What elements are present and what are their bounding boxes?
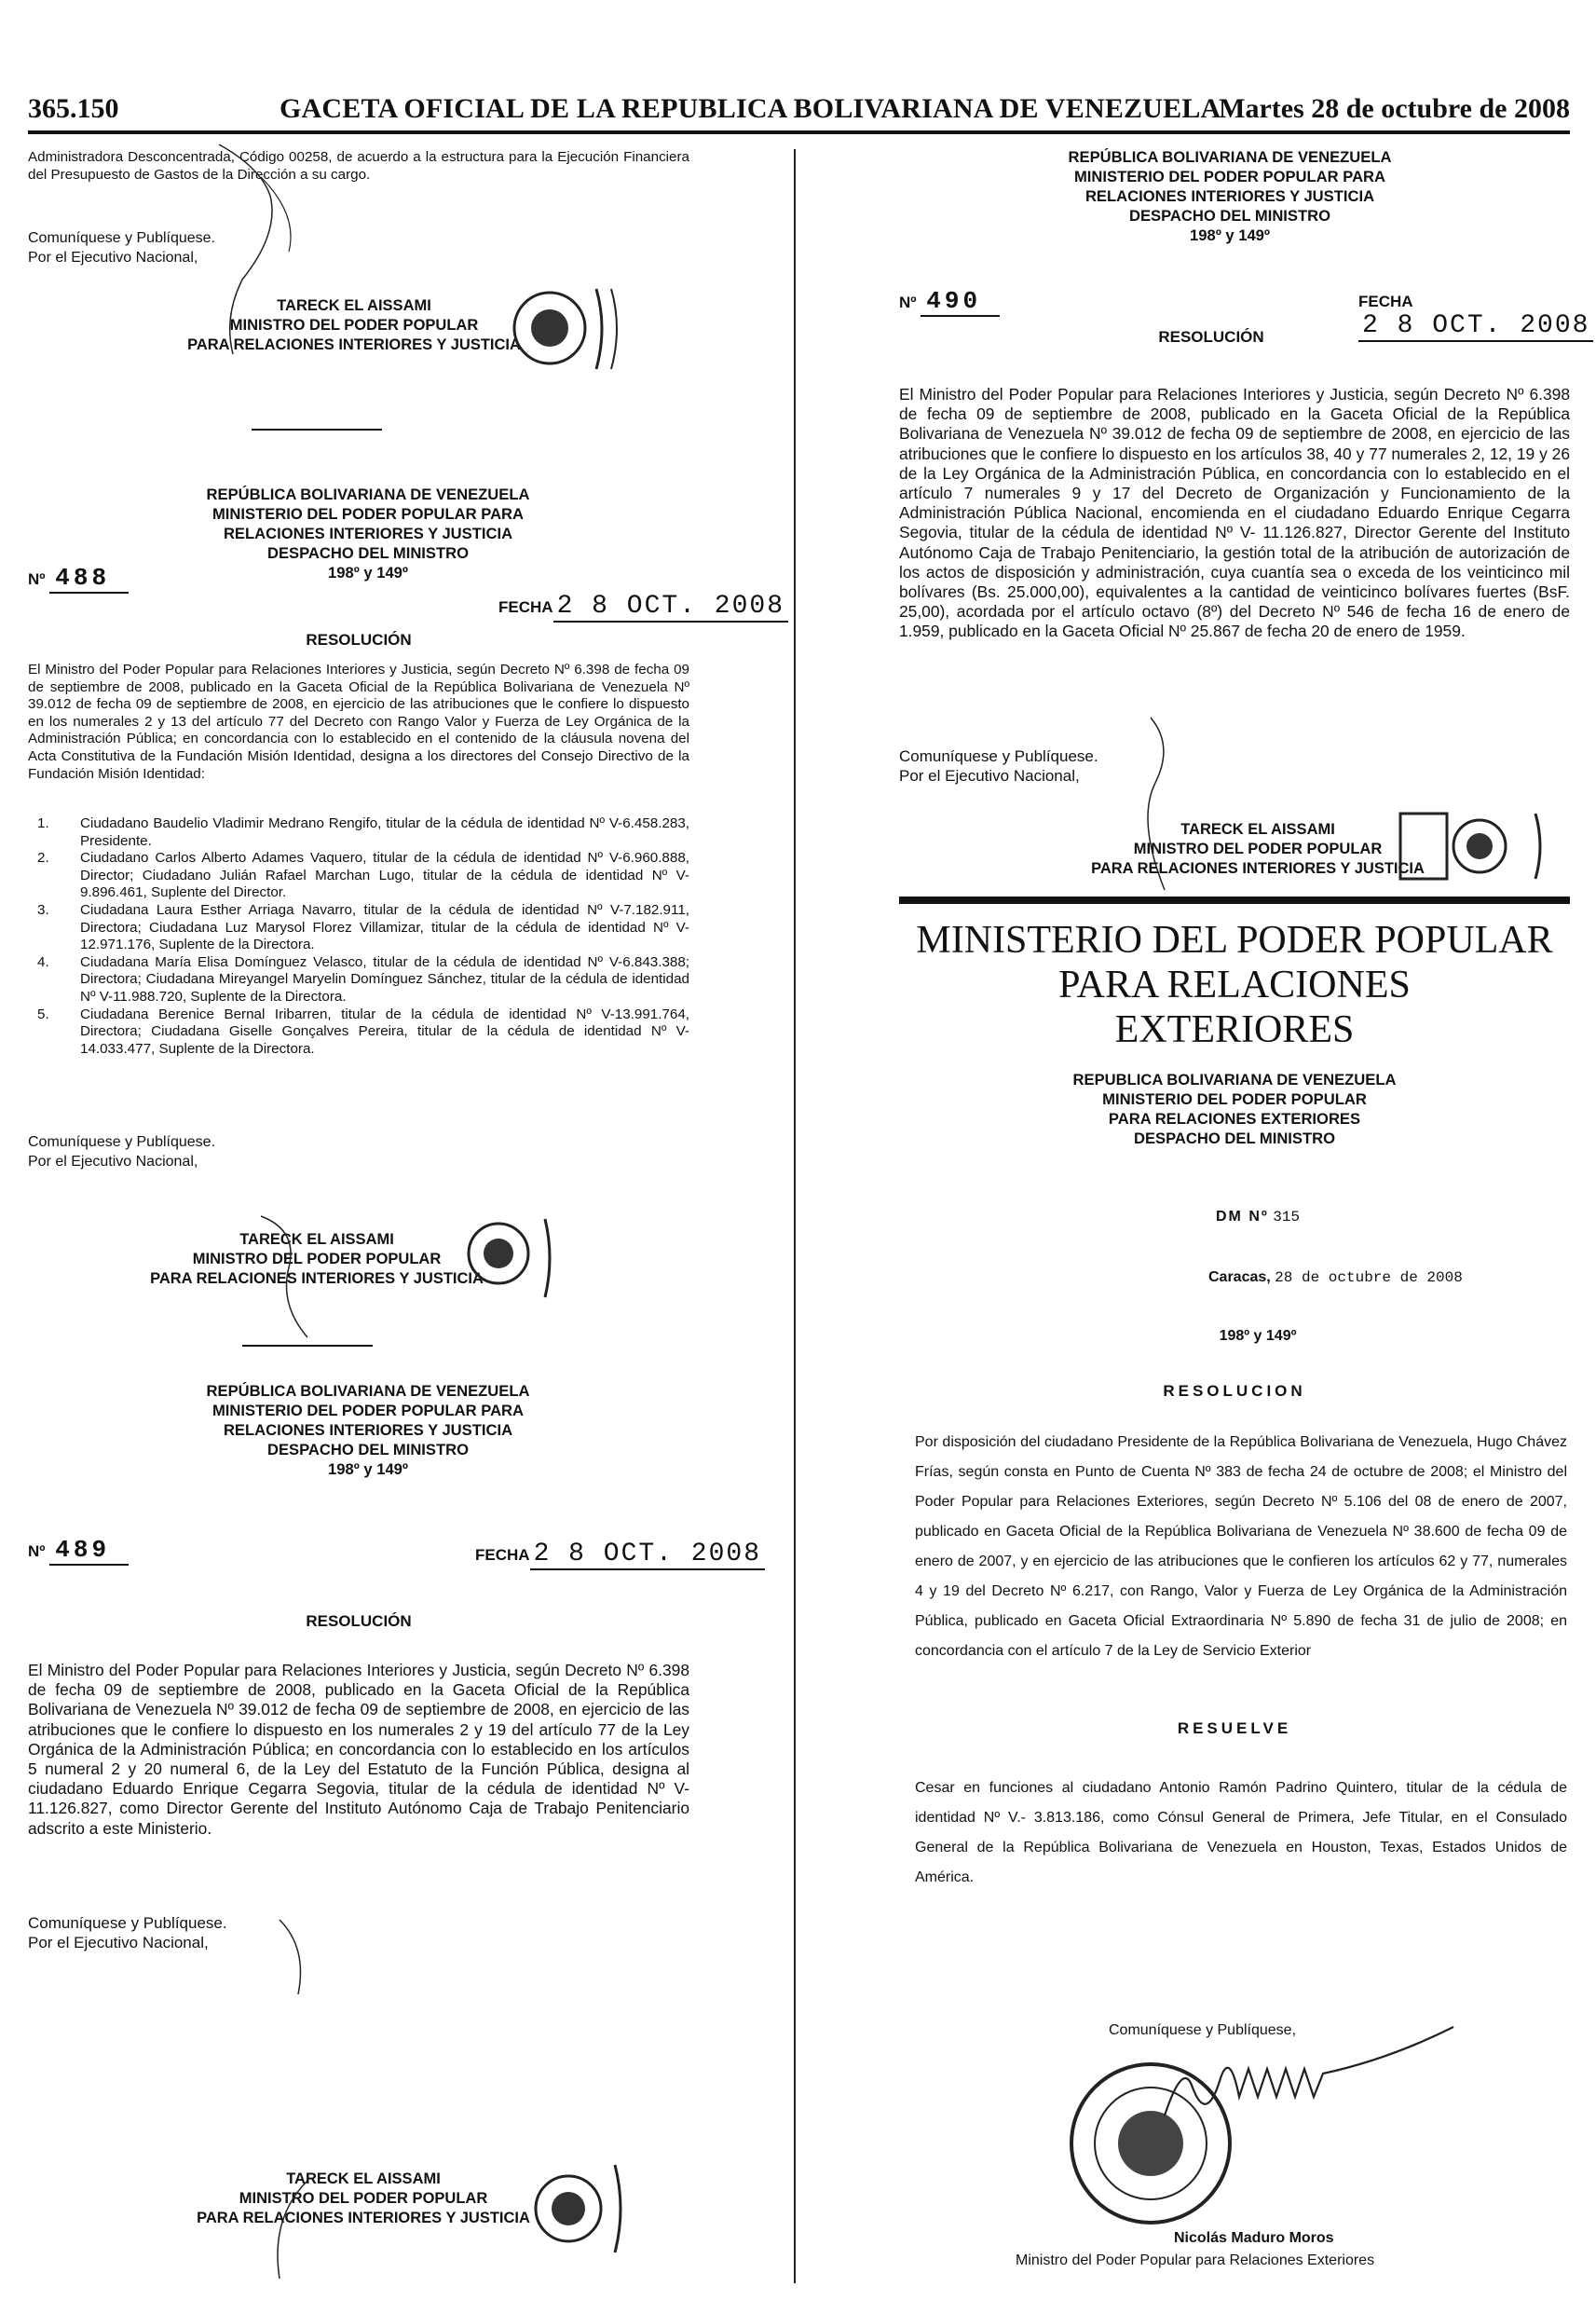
closing-line-2: Por el Ejecutivo Nacional, [28,1934,209,1951]
res315-closing: Comuníquese y Publíquese, [1109,2022,1297,2038]
ministry-heading-2: RELACIONES INTERIORES Y JUSTICIA [223,1421,513,1439]
official-seal-icon [503,280,624,377]
years-heading: 198º y 149º [328,564,408,582]
issue-date: Martes 28 de octubre de 2008 [1219,93,1570,124]
number-label: Nº [899,294,917,311]
res490-date [1358,293,1596,342]
ministry-heading-2: RELACIONES INTERIORES Y JUSTICIA [1084,187,1375,205]
res488-title: RESOLUCIÓN [306,631,412,649]
dm-number [1216,1209,1300,1225]
resuelve-heading: RESUELVE [1177,1719,1292,1737]
res489-closing [28,1913,227,1952]
signatory-title-2: PARA RELACIONES INTERIORES Y JUSTICIA [150,1270,484,1287]
res489-body: El Ministro del Poder Popular para Relaciones Interiores y Justicia, según Decreto Nº 6.398 de fecha 09 de septiembre de 2008, publicado en la Gaceta Oficial de la República Bolivariana de Venezuela Nº 39.012 de fecha 09 de septiembre de 2008, en ejercicio de las atribuciones que le confiere lo dispuesto en los numerales 2 y 19 del artículo 77 de la Ley Orgánica de la Administración Pública; en concordancia con lo establecido en los artículos 5 numeral 2 y 20 numeral 6, de la Ley del Estatuto de la Función Pública, designa al ciudadano Eduardo Enrique Cegarra Segovia, titular de la cédula de identidad Nº V- 11.126.827, como Director Gerente del Instituto Autónomo Caja de Trabajo Penitenciario adscrito a este Ministerio. [28,1661,689,1838]
gazette-title: GACETA OFICIAL DE LA REPUBLICA BOLIVARIANA DE VENEZUELA [280,93,1221,124]
ministry-heading-1: MINISTERIO DEL PODER POPULAR [1102,1090,1367,1108]
office-heading: DESPACHO DEL MINISTRO [1128,207,1331,225]
handwritten-signature-icon [242,1212,335,1342]
signatory-name: TARECK EL AISSAMI [239,1231,394,1248]
signatory-title-1: MINISTRO DEL PODER POPULAR [229,317,479,334]
official-seal-icon [1396,809,1563,883]
res488-designees-list [28,815,689,1058]
res489-signature [168,2170,559,2228]
res488-date [498,592,788,623]
section-title-line-3: EXTERIORES [1114,1008,1355,1051]
res489-number [28,1536,129,1566]
signatory-title: Ministro del Poder Popular para Relaciones Exteriores [1016,2252,1375,2268]
res490-title: RESOLUCIÓN [1158,328,1264,346]
ministry-heading-2: PARA RELACIONES EXTERIORES [1108,1110,1361,1128]
list-item: 5. Ciudadana Berenice Bernal Iribarren, titular de la cédula de identidad Nº V-13.991.764, Directora; Ciudadana Giselle Gonçalves Pereira, titular de la cédula de identidad Nº V-14.033.477, Suplente de la Directora. [37,1006,689,1057]
res490-number [899,287,1000,317]
ministry-heading-1: MINISTERIO DEL PODER POPULAR PARA [1073,168,1386,185]
years-heading: 198º y 149º [1190,226,1270,244]
section-title-line-2: PARA RELACIONES [1058,964,1411,1006]
res489-date [475,1540,765,1570]
page-number: 365.150 [28,93,119,124]
number-value: 488 [49,564,129,594]
res489-title: RESOLUCIÓN [306,1612,412,1630]
closing-line-2: Por el Ejecutivo Nacional, [899,767,1080,785]
official-seal-icon [522,2157,643,2260]
signatory-name: Nicolás Maduro Moros [1174,2230,1334,2246]
res315-header [1016,1070,1453,1148]
dm-label: DM Nº [1216,1209,1269,1225]
office-heading: DESPACHO DEL MINISTRO [266,544,470,562]
closing-line-1: Comuníquese y Publíquese. [28,230,216,246]
res489-header [149,1381,587,1479]
res315-title: RESOLUCION [1163,1382,1306,1400]
signatory-title-1: MINISTRO DEL PODER POPULAR [1133,841,1383,857]
res490-header [988,147,1472,245]
ministry-section-title [899,918,1570,1052]
signatory-name: TARECK EL AISSAMI [277,297,431,314]
closing-line-1: Comuníquese y Publíquese. [899,747,1098,765]
res490-body: El Ministro del Poder Popular para Relaciones Interiores y Justicia, según Decreto Nº 6.398 de fecha 09 de septiembre de 2008, publicado en la Gaceta Oficial de la República Bolivariana de Venezuela Nº 39.012 de fecha 09 de septiembre de 2008, en ejercicio de las atribuciones que le confiere lo dispuesto en los artículos 38, 40 y 77 numerales 2, 12, 19 y 26 de la Ley Orgánica de la Administración Pública, en concordancia con lo establecido en el artículo 7 numerales 9 y 17 del Decreto de Organización y Funcionamiento de la Administración Pública Nacional, encomienda en el ciudadano Eduardo Enrique Cegarra Segovia, titular de la cédula de identidad Nº V- 11.126.827, Director Gerente del Instituto Autónomo Caja de Trabajo Penitenciario, la gestión total de la atribución de autorización de los actos de disposición y administración, cuya cuantía sea o exceda de los veinticinco mil bolívares (Bs. 25.000,00), equivalentes a la cantidad de veinticinco bolívares fuertes (BsF. 25,00), acordada por el artículo octavo (8º) del Decreto Nº 546 de fecha 16 de enero de 1.959, publicado en la Gaceta Oficial Nº 25.867 de fecha 20 de enero de 1959. [899,385,1570,641]
country-heading: REPÚBLICA BOLIVARIANA DE VENEZUELA [206,1382,530,1400]
closing-block-1 [28,228,215,267]
res488-number [28,564,129,594]
country-heading: REPUBLICA BOLIVARIANA DE VENEZUELA [1072,1071,1397,1088]
number-label: Nº [28,570,46,588]
handwritten-signature-icon [205,140,317,363]
section-rule [899,897,1570,904]
closing-line-2: Por el Ejecutivo Nacional, [28,1154,198,1170]
office-heading: DESPACHO DEL MINISTRO [266,1441,470,1458]
res488-body: El Ministro del Poder Popular para Relaciones Interiores y Justicia, según Decreto Nº 6.398 de fecha 09 de septiembre de 2008, publicado en la Gaceta Oficial de la República Bolivariana de Venezuela Nº 39.012 de fecha 09 de septiembre de 2008, en ejercicio de las atribuciones que le confiere lo dispuesto en los numerales 2 y 13 del artículo 77 del Decreto con Rango Valor y Fuerza de Ley Orgánica de la Administración Pública; en concordancia con lo establecido en el contenido de la cláusula novena del Acta Constitutiva de la Fundación Misión Identidad, designa a los directores del Consejo Directivo de la Fundación Misión Identidad: [28,662,689,782]
ministry-heading-1: MINISTERIO DEL PODER POPULAR PARA [211,1402,525,1419]
dm-value: 315 [1273,1209,1300,1225]
place-date [1208,1269,1463,1286]
signatory-title-2: PARA RELACIONES INTERIORES Y JUSTICIA [187,336,521,353]
date-label: FECHA [1358,293,1413,310]
ministry-heading-2: RELACIONES INTERIORES Y JUSTICIA [223,525,513,542]
list-item: 3. Ciudadana Laura Esther Arriaga Navarro, titular de la cédula de identidad Nº V-7.182.911, Directora; Ciudadana Luz Marysol Florez Villamizar, titular de la cédula de identidad Nº V- 12.971.176, Suplente de la Directora. [37,901,689,953]
signatory-title-2: PARA RELACIONES INTERIORES Y JUSTICIA [197,2210,530,2226]
handwritten-signature-icon [1099,708,1211,895]
city-label: Caracas, [1208,1269,1271,1285]
signatory-title-2: PARA RELACIONES INTERIORES Y JUSTICIA [1091,860,1425,877]
country-heading: REPÚBLICA BOLIVARIANA DE VENEZUELA [206,486,530,503]
section-separator [252,429,382,431]
list-item: 1. Ciudadano Baudelio Vladimir Medrano Rengifo, titular de la cédula de identidad Nº V-6.458.283, Presidente. [37,815,689,849]
handwritten-signature-icon [1155,2022,1463,2153]
date-label: FECHA [498,598,553,616]
closing-line-1: Comuníquese y Publíquese. [28,1914,227,1932]
number-label: Nº [28,1542,46,1560]
number-value: 489 [49,1536,129,1566]
closing-line-1: Comuníquese y Publíquese. [28,1134,216,1150]
date-stamp: 2 8 OCT. 2008 [1358,311,1593,342]
signatory-name: TARECK EL AISSAMI [286,2170,441,2187]
res315-body: Por disposición del ciudadano Presidente de la República Bolivariana de Venezuela, Hugo Chávez Frías, según consta en Punto de Cuenta Nº 383 de fecha 24 de octubre de 2008; el Ministro del Poder Popular para Relaciones Exteriores, según Decreto Nº 5.106 del 08 de enero de 2007, publicado en Gaceta Oficial de la República Bolivariana de Venezuela Nº 38.600 de fecha 09 de enero de 2007, y en ejercicio de las atribuciones que le confieren los artículos 62 y 77, numerales 4 y 19 del Decreto Nº 6.217, con Rango, Valor y Fuerza de Ley Orgánica de la Administración Pública, publicado en Gaceta Oficial Extraordinaria Nº 5.890 de fecha 31 de julio de 2008; en concordancia con el artículo 7 de la Ley de Servicio Exterior [915,1434,1567,1659]
city-date: 28 de octubre de 2008 [1275,1269,1463,1286]
years-line: 198º y 149º [1219,1328,1297,1344]
header-rule [28,130,1570,134]
number-value: 490 [921,287,1000,317]
office-heading: DESPACHO DEL MINISTRO [1133,1129,1336,1147]
resuelve-body: Cesar en funciones al ciudadano Antonio Ramón Padrino Quintero, titular de la cédula de identidad Nº V.- 3.813.186, como Cónsul General de Primera, Jefe Titular, en el Consulado General de la República Bolivariana de Venezuela en Houston, Texas, Estados Unidos de América. [915,1780,1567,1885]
list-item: 4. Ciudadana María Elisa Domínguez Velasco, titular de la cédula de identidad Nº V-6.843.388; Directora; Ciudadana Mireyangel Maryelin Domínguez Sánchez, titular de la cédula de identidad Nº V-11.988.720, Suplente de la Directora. [37,953,689,1005]
res488-header [149,485,587,582]
date-stamp: 2 8 OCT. 2008 [553,592,788,623]
section-separator [242,1345,373,1347]
res488-closing [28,1132,215,1171]
signatory-name: TARECK EL AISSAMI [1180,821,1335,838]
years-heading: 198º y 149º [328,1460,408,1478]
signatory-title-1: MINISTRO DEL PODER POPULAR [239,2190,488,2207]
column-divider [794,149,796,2283]
country-heading: REPÚBLICA BOLIVARIANA DE VENEZUELA [1068,148,1392,166]
handwritten-signature-icon [242,1910,354,2283]
section-title-line-1: MINISTERIO DEL PODER POPULAR [916,919,1553,962]
closing-line-2: Por el Ejecutivo Nacional, [28,250,198,266]
res490-closing [899,746,1098,786]
signatory-title-1: MINISTRO DEL PODER POPULAR [192,1251,442,1267]
previous-resolution-tail: Administradora Desconcentrada, Código 00258, de acuerdo a la estructura para la Ejecución Financiera del Presupuesto de Gastos de la Dirección a su cargo. [28,149,689,183]
gazette-header [28,93,1570,130]
ministry-heading-1: MINISTERIO DEL PODER POPULAR PARA [211,505,525,523]
date-label: FECHA [475,1546,530,1564]
date-stamp: 2 8 OCT. 2008 [530,1540,765,1570]
official-seal-icon [452,1212,573,1305]
list-item: 2. Ciudadano Carlos Alberto Adames Vaquero, titular de la cédula de identidad Nº V-6.960.888, Director; Ciudadano Julián Rafael Marchan Lugo, titular de la cédula de identidad Nº V-9.896.461, Suplente del Director. [37,850,689,901]
